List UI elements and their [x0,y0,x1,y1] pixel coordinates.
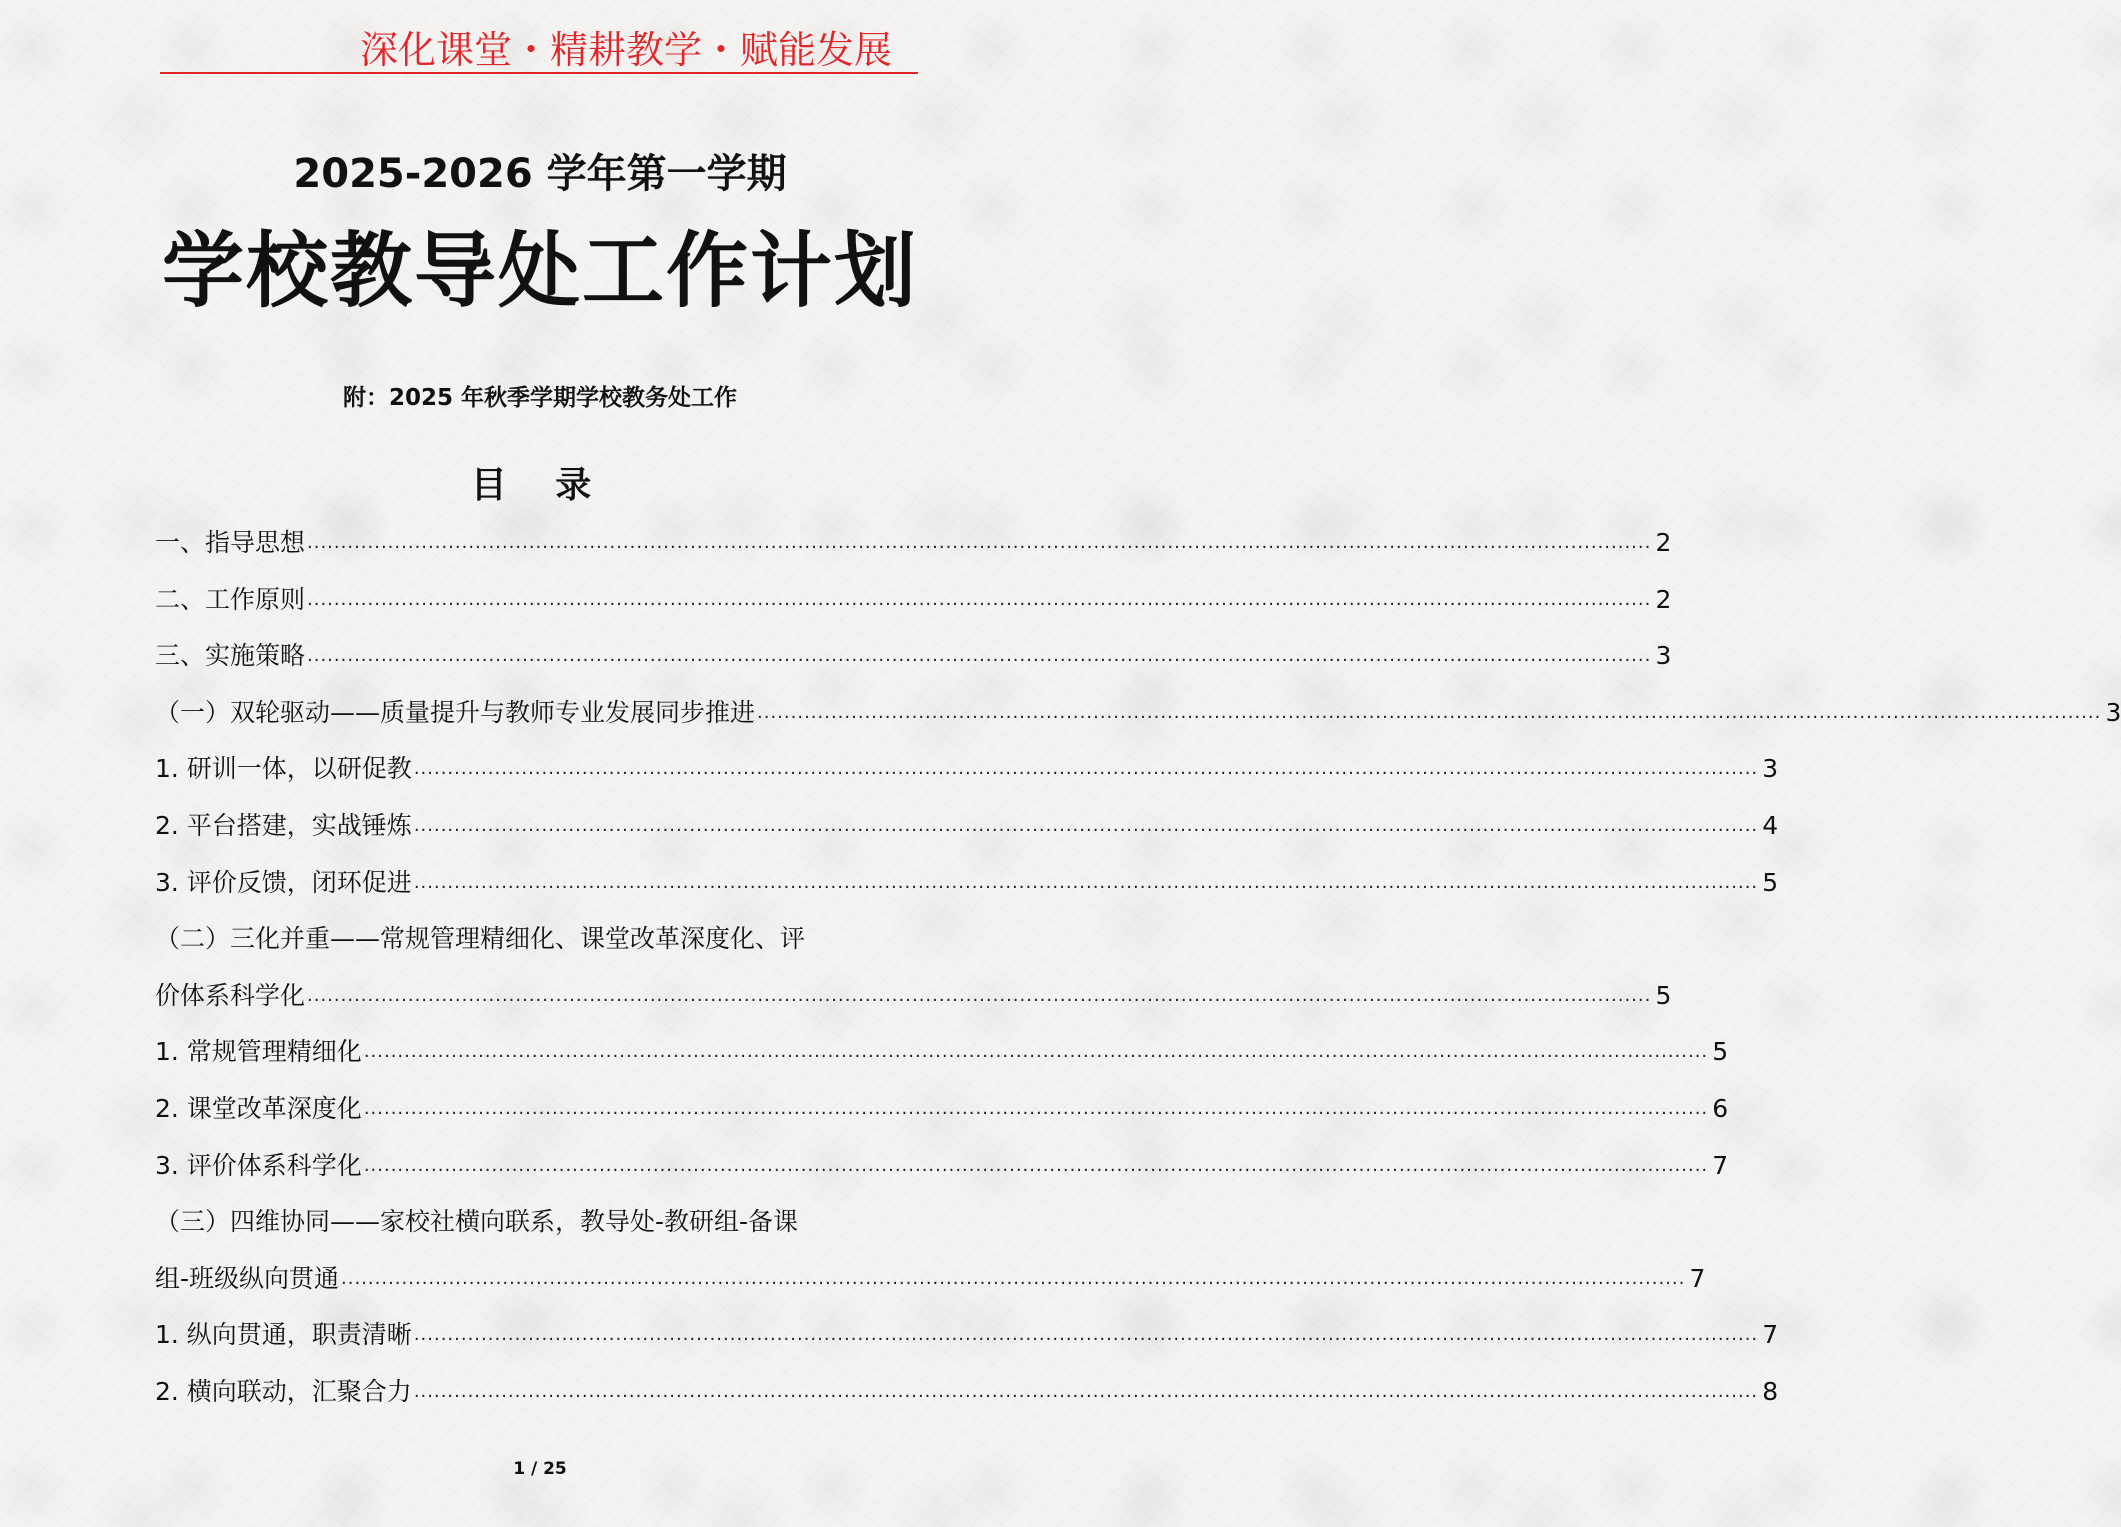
page-indicator: 1 / 25 [513,1459,567,1479]
toc-leader-dots: ........................................................................................................................................................................................................ [363,1097,1709,1119]
toc-entry-label: 2. 平台搭建，实战锤炼 [155,810,412,840]
toc-entry-label: 3. 评价反馈，闭环促进 [155,867,412,897]
toc-leader-dots: ........................................................................................................................................................................................................ [413,758,1759,780]
toc-leader-dots: ........................................................................................................................................................................................................ [413,814,1759,836]
toc-entry[interactable] [155,798,1779,855]
toc-entry[interactable] [155,855,1779,912]
toc-entry-label-continuation: 组-班级纵向贯通 [155,1263,340,1293]
toc-entry-label: 2. 横向联动，汇聚合力 [155,1376,412,1406]
toc-heading: 目 录 [470,465,610,506]
toc-entry-page: 6 [1712,1093,1729,1123]
toc-entry-page: 3 [1655,641,1672,671]
toc-entry-page: 7 [1689,1263,1706,1293]
toc-entry[interactable] [155,628,1672,685]
toc-leader-dots: ........................................................................................................................................................................................................ [757,701,2102,723]
toc-entry-page: 8 [1762,1376,1779,1406]
toc-entry-label: 1. 研训一体，以研促教 [155,754,412,784]
toc-entry-label: 三、实施策略 [155,641,306,671]
toc-entry-page: 3 [1762,754,1779,784]
toc-entry-page: 2 [1655,584,1672,614]
toc-entry[interactable] [155,911,935,968]
header-divider [160,72,918,74]
toc-leader-dots: ........................................................................................................................................................................................................ [307,645,1652,667]
toc-leader-dots: ........................................................................................................................................................................................................ [341,1267,1686,1289]
toc-entry-page: 5 [1712,1037,1729,1067]
toc-entry[interactable] [155,685,2121,742]
toc-entry[interactable] [155,741,1779,798]
toc-entry-label-continuation: 价体系科学化 [155,980,306,1010]
toc-entry[interactable] [155,1364,1779,1421]
toc-leader-dots: ........................................................................................................................................................................................................ [363,1154,1709,1176]
toc-entry-page: 7 [1712,1150,1729,1180]
toc-leader-dots: ........................................................................................................................................................................................................ [307,984,1652,1006]
toc-entry-label: 1. 纵向贯通，职责清晰 [155,1320,412,1350]
toc-entry-page: 3 [2105,697,2121,727]
toc-entry[interactable] [155,1194,935,1251]
toc-leader-dots: ........................................................................................................................................................................................................ [307,532,1652,553]
toc-leader-dots: ........................................................................................................................................................................................................ [413,1324,1759,1346]
toc-entry-continuation[interactable] [155,1251,1706,1308]
toc-entry-label: 二、工作原则 [155,584,306,614]
table-of-contents [155,515,2121,1421]
toc-entry-label: （三）四维协同——家校社横向联系，教导处-教研组-备课 [155,1207,799,1237]
toc-leader-dots: ........................................................................................................................................................................................................ [413,871,1759,893]
toc-entry-label: （一）双轮驱动——质量提升与教师专业发展同步推进 [155,697,756,727]
toc-entry[interactable] [155,1081,1729,1138]
header-slogan: 深化课堂・精耕教学・赋能发展 [360,28,893,72]
toc-entry-page: 5 [1762,867,1779,897]
toc-entry-page: 4 [1762,810,1779,840]
toc-entry-label: 3. 评价体系科学化 [155,1150,362,1180]
toc-entry-page: 5 [1655,980,1672,1010]
document-subtitle: 附：2025 年秋季学期学校教务处工作 [342,385,738,411]
toc-entry-page: 2 [1655,528,1672,557]
toc-leader-dots: ........................................................................................................................................................................................................ [413,1380,1759,1402]
toc-entry-label: 1. 常规管理精细化 [155,1037,362,1067]
toc-entry-continuation[interactable] [155,968,1672,1025]
toc-entry[interactable] [155,1138,1729,1195]
toc-entry-label: 2. 课堂改革深度化 [155,1093,362,1123]
toc-entry[interactable] [155,1307,1779,1364]
document-title: 学校教导处工作计划 [161,224,918,319]
toc-leader-dots: ........................................................................................................................................................................................................ [307,588,1652,610]
toc-leader-dots: ........................................................................................................................................................................................................ [363,1041,1709,1063]
toc-entry[interactable] [155,1024,1729,1081]
toc-entry-page: 7 [1762,1320,1779,1350]
toc-entry-label: 一、指导思想 [155,528,306,557]
term-title: 2025-2026 学年第一学期 [293,151,787,197]
toc-entry[interactable] [155,515,1672,572]
toc-entry-label: （二）三化并重——常规管理精细化、课堂改革深度化、评 [155,924,806,954]
toc-entry[interactable] [155,572,1672,629]
